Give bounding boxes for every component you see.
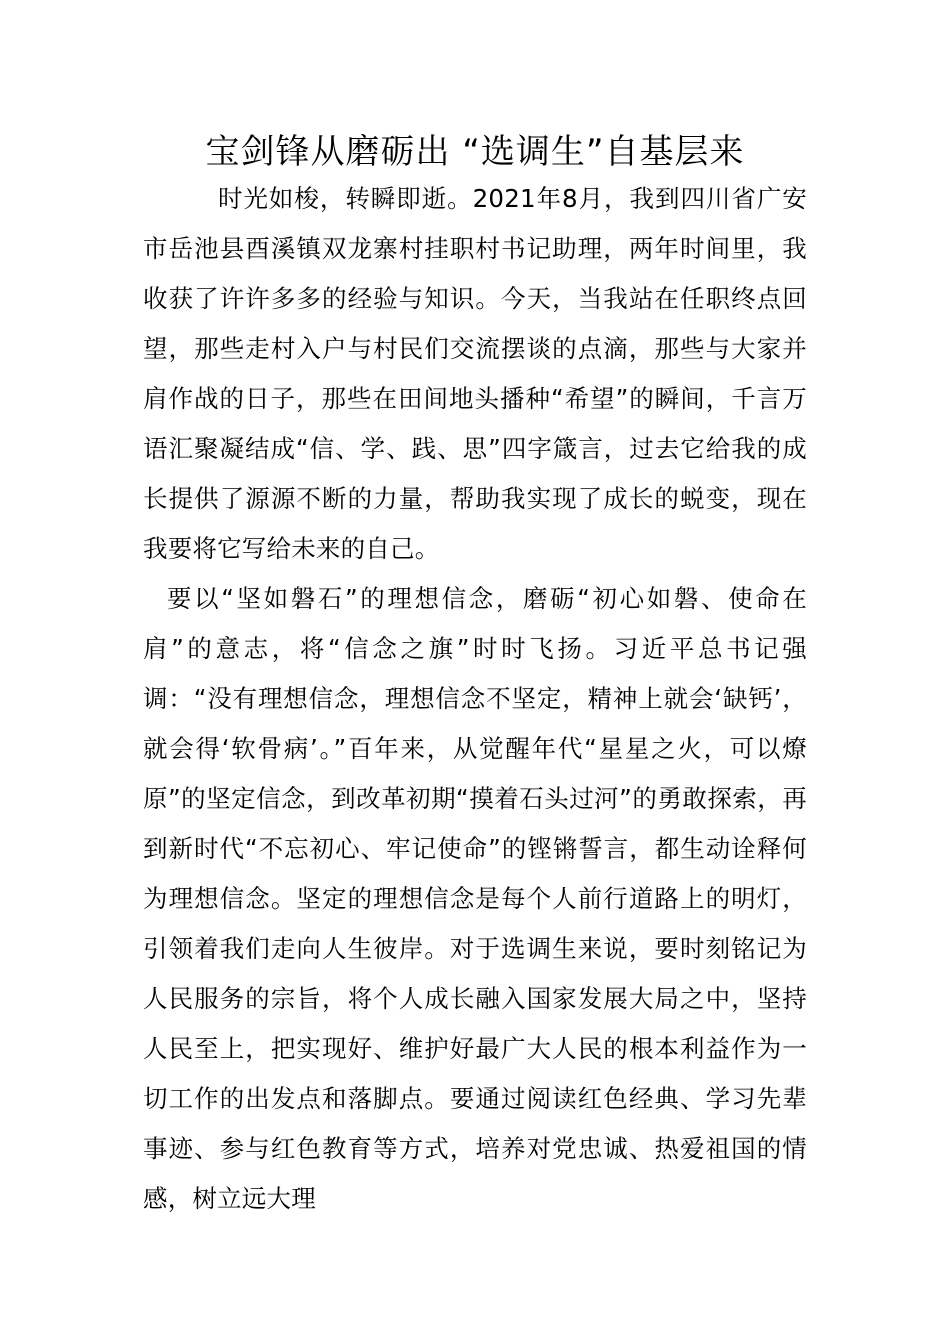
paragraph-ideals: 要以“坚如磐石”的理想信念，磨砺“初心如磐、使命在肩”的意志，将“信念之旗”时时飞扬。习近平总书记强调：“没有理想信念，理想信念不坚定，精神上就会‘缺钙’，就会得‘软骨病’。”百年来，从觉醒年代“星星之火，可以燎原”的坚定信念，到改革初期“摸着石头过河”的勇敢探索，再到新时代“不忘初心、牢记使命”的铿锵誓言，都生动诠释何为理想信念。坚定的理想信念是每个人前行道路上的明灯，引领着我们走向人生彼岸。对于选调生来说，要时刻铭记为人民服务的宗旨，将个人成长融入国家发展大局之中，坚持人民至上，把实现好、维护好最广大人民的根本利益作为一切工作的出发点和落脚点。要通过阅读红色经典、学习先辈事迹、参与红色教育等方式，培养对党忠诚、热爱祖国的情感，树立远大理 [143,584,807,1213]
paragraph-intro: 时光如梭，转瞬即逝。2021年8月，我到四川省广安市岳池县酉溪镇双龙寨村挂职村书记助理，两年时间里，我收获了许许多多的经验与知识。今天，当我站在任职终点回望，那些走村入户与村民们交流摆谈的点滴，那些与大家并肩作战的日子，那些在田间地头播种“希望”的瞬间，千言万语汇聚凝结成“信、学、践、思”四字箴言，过去它给我的成长提供了源源不断的力量，帮助我实现了成长的蜕变，现在我要将它写给未来的自己。 [143,184,807,563]
document-body [143,174,807,1224]
document-title: 宝剑锋从磨砺出 “选调生”自基层来 [205,132,745,172]
